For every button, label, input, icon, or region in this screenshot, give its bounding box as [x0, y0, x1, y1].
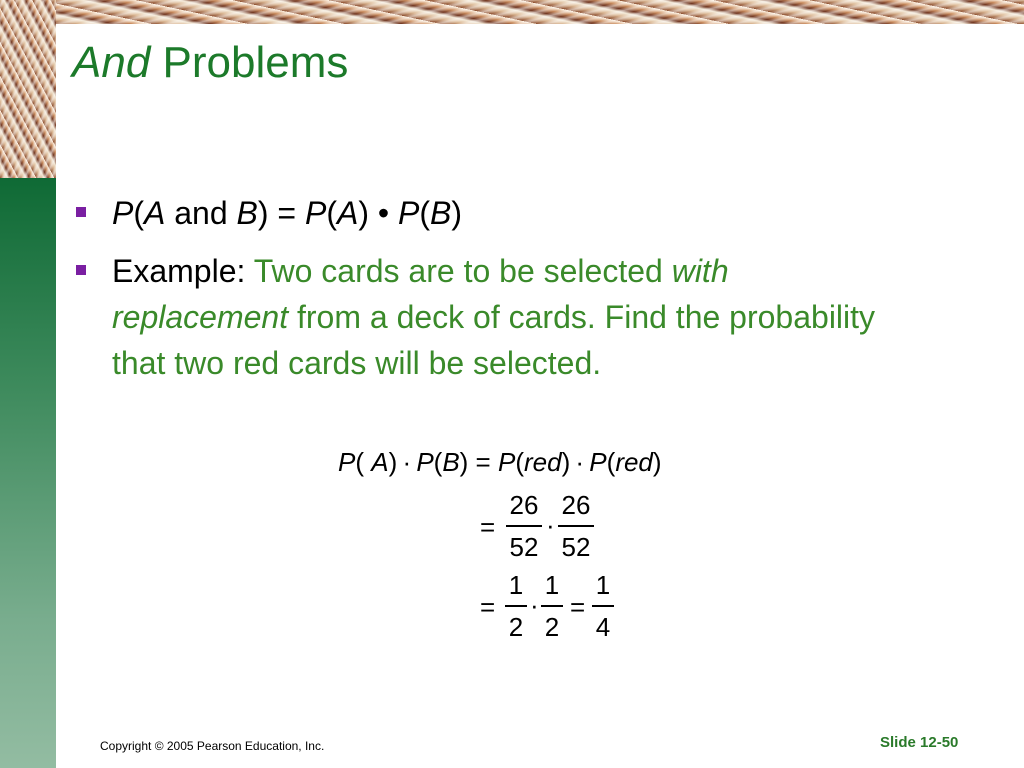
- eq-dot: ·: [530, 590, 539, 620]
- fraction-bar: [592, 605, 614, 607]
- fraction: [505, 570, 527, 642]
- numerator: 1: [595, 570, 611, 600]
- eq-p: P: [589, 447, 607, 477]
- bullet-list: [72, 190, 902, 386]
- bullet-example: [72, 248, 902, 386]
- formula-and: and: [165, 195, 237, 231]
- formula-paren: (: [133, 195, 144, 231]
- numerator: 1: [508, 570, 524, 600]
- bullet-square-icon: [76, 265, 86, 275]
- title-rest: Problems: [162, 38, 349, 87]
- eq-red: red: [615, 447, 653, 477]
- eq-a: A: [371, 447, 389, 477]
- title-italic: And: [72, 38, 151, 87]
- example-label: Example:: [112, 253, 254, 289]
- marble-corner-decoration: [0, 0, 56, 178]
- fraction-bar: [505, 605, 527, 607]
- fraction-bar: [541, 605, 563, 607]
- example-italic: with replacement: [112, 253, 729, 335]
- fraction: [541, 570, 563, 642]
- eq-b: B: [442, 447, 460, 477]
- slide-title: [72, 38, 348, 88]
- formula-b: B: [429, 195, 452, 231]
- copyright-notice: Copyright © 2005 Pearson Education, Inc.: [100, 739, 325, 753]
- formula-paren: ): [451, 195, 462, 231]
- eq-red: red: [523, 447, 562, 477]
- formula-a: A: [336, 195, 359, 231]
- bullet-square-icon: [76, 207, 86, 217]
- eq-p: P: [416, 447, 434, 477]
- left-green-bar: [0, 178, 56, 768]
- eq-p: P: [338, 447, 356, 477]
- equation-line-3: [480, 570, 630, 642]
- formula-paren: (: [419, 195, 430, 231]
- fraction: [506, 490, 542, 562]
- slide-number: Slide 12-50: [880, 734, 959, 751]
- fraction-bar: [506, 525, 542, 527]
- formula-paren: ): [257, 195, 269, 231]
- fraction: [558, 490, 594, 562]
- fraction: [592, 570, 614, 642]
- equation-line-1: P( A) · P(B) = P(red) · P(red): [338, 447, 662, 477]
- numerator: 26: [561, 490, 591, 520]
- eq-dot: ·: [546, 510, 555, 540]
- example-text: Two cards are to be selected: [253, 253, 672, 289]
- formula-paren: ): [358, 195, 369, 231]
- eq-p: P: [497, 447, 516, 477]
- formula-b: B: [236, 195, 258, 231]
- formula-paren: (: [326, 195, 337, 231]
- example-text: from a deck of cards. Find the probability that two red cards will be selected.: [112, 299, 876, 381]
- numerator: 1: [544, 570, 560, 600]
- denominator: 2: [508, 611, 524, 642]
- denominator: 52: [561, 531, 591, 562]
- formula-p: P: [397, 195, 420, 231]
- formula-p: P: [112, 195, 134, 231]
- bullet-formula: [72, 190, 902, 236]
- formula-a: A: [144, 195, 166, 231]
- equation-line-2: [480, 490, 610, 562]
- denominator: 52: [509, 531, 539, 562]
- eq-equals: =: [570, 592, 586, 622]
- formula-p: P: [304, 195, 327, 231]
- marble-top-border: [56, 0, 1024, 24]
- fraction-bar: [558, 525, 594, 527]
- denominator: 2: [544, 611, 560, 642]
- eq-equals: =: [480, 512, 496, 542]
- formula-dot: •: [368, 195, 398, 231]
- denominator: 4: [595, 611, 611, 642]
- eq-equals: =: [480, 592, 496, 622]
- formula-equals: =: [268, 195, 305, 231]
- numerator: 26: [509, 490, 539, 520]
